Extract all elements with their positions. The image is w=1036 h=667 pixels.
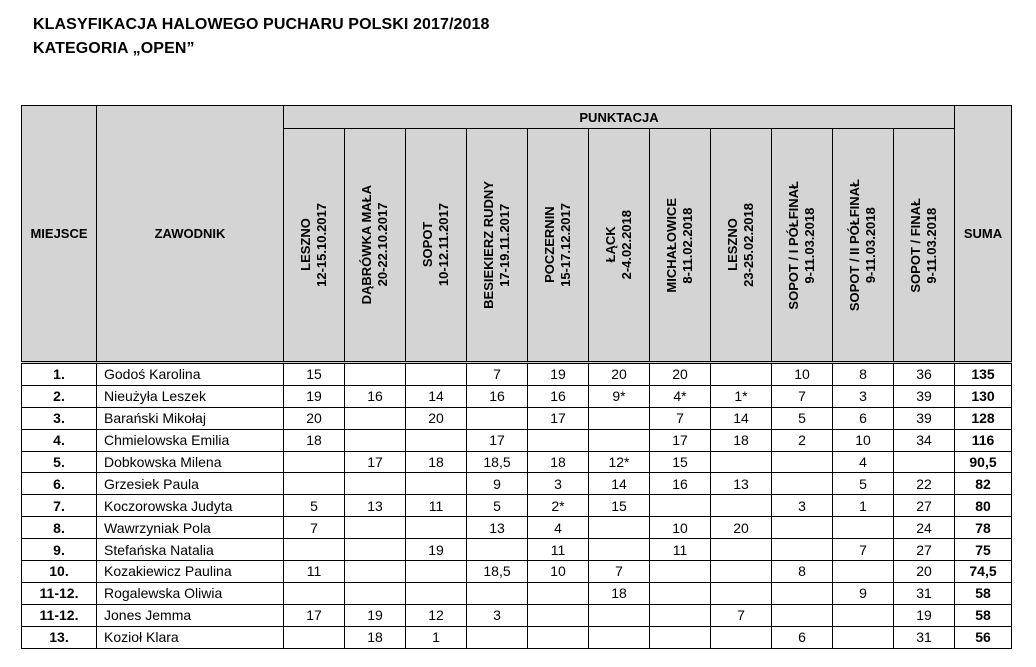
score-cell: 5 bbox=[772, 407, 833, 429]
table-row bbox=[22, 429, 1012, 451]
score-cell bbox=[528, 429, 589, 451]
score-cell bbox=[711, 582, 772, 604]
score-cell: 19 bbox=[528, 363, 589, 386]
table-row bbox=[22, 385, 1012, 407]
score-cell bbox=[833, 561, 894, 583]
score-cell bbox=[772, 539, 833, 561]
score-cell: 1 bbox=[406, 626, 467, 648]
score-cell: 31 bbox=[894, 582, 955, 604]
score-cell: 17 bbox=[528, 407, 589, 429]
event-date: 2-4.02.2018 bbox=[619, 210, 634, 280]
score-cell: 3 bbox=[833, 385, 894, 407]
score-cell bbox=[467, 407, 528, 429]
score-cell: 11 bbox=[284, 561, 345, 583]
score-cell: 24 bbox=[894, 517, 955, 539]
place-cell: 8. bbox=[22, 517, 97, 539]
score-cell: 14 bbox=[711, 407, 772, 429]
score-cell: 16 bbox=[467, 385, 528, 407]
score-cell bbox=[589, 407, 650, 429]
score-cell: 18,5 bbox=[467, 561, 528, 583]
event-name: LESZNO bbox=[725, 218, 740, 272]
score-cell: 17 bbox=[467, 429, 528, 451]
score-cell bbox=[406, 363, 467, 386]
place-cell: 5. bbox=[22, 451, 97, 473]
event-name: LESZNO bbox=[298, 218, 313, 272]
score-cell bbox=[589, 517, 650, 539]
event-header bbox=[772, 129, 833, 363]
score-cell: 15 bbox=[650, 451, 711, 473]
score-cell: 7 bbox=[284, 517, 345, 539]
score-cell: 2* bbox=[528, 495, 589, 517]
competitor-name: Grzesiek Paula bbox=[97, 473, 284, 495]
event-date: 9-11.03.2018 bbox=[924, 207, 939, 283]
score-cell: 11 bbox=[650, 539, 711, 561]
event-name: MICHAŁOWICE bbox=[664, 197, 679, 293]
score-cell bbox=[406, 582, 467, 604]
event-date: 20-22.10.2017 bbox=[375, 203, 390, 287]
score-cell bbox=[711, 451, 772, 473]
event-name: SOPOT / II PÓŁFINAŁ bbox=[847, 178, 862, 312]
total-cell: 80 bbox=[955, 495, 1012, 517]
score-cell: 12 bbox=[406, 604, 467, 626]
score-cell bbox=[772, 451, 833, 473]
header-scoring: PUNKTACJA bbox=[284, 106, 955, 129]
score-cell bbox=[833, 517, 894, 539]
score-cell bbox=[467, 626, 528, 648]
score-cell bbox=[345, 539, 406, 561]
score-cell: 18 bbox=[284, 429, 345, 451]
score-cell: 17 bbox=[284, 604, 345, 626]
competitor-name: Dobkowska Milena bbox=[97, 451, 284, 473]
event-date: 12-15.10.2017 bbox=[314, 203, 329, 287]
total-cell: 75 bbox=[955, 539, 1012, 561]
score-cell bbox=[467, 582, 528, 604]
event-label bbox=[664, 198, 696, 293]
score-cell: 3 bbox=[772, 495, 833, 517]
score-cell bbox=[772, 517, 833, 539]
event-name: SOPOT / FINAŁ bbox=[908, 197, 923, 293]
score-cell: 9* bbox=[589, 385, 650, 407]
score-cell: 34 bbox=[894, 429, 955, 451]
score-cell bbox=[589, 539, 650, 561]
score-cell bbox=[528, 582, 589, 604]
score-cell: 7 bbox=[772, 385, 833, 407]
score-cell: 5 bbox=[833, 473, 894, 495]
score-cell: 10 bbox=[650, 517, 711, 539]
score-cell: 17 bbox=[650, 429, 711, 451]
score-cell: 20 bbox=[589, 363, 650, 386]
event-header bbox=[894, 129, 955, 363]
score-cell bbox=[406, 561, 467, 583]
table-row bbox=[22, 582, 1012, 604]
score-cell: 7 bbox=[650, 407, 711, 429]
score-cell: 16 bbox=[650, 473, 711, 495]
event-name: POCZERNIN bbox=[542, 206, 557, 284]
score-cell: 15 bbox=[284, 363, 345, 386]
event-date: 15-17.12.2017 bbox=[558, 203, 573, 287]
competitor-name: Wawrzyniak Pola bbox=[97, 517, 284, 539]
score-cell: 16 bbox=[528, 385, 589, 407]
score-cell bbox=[772, 473, 833, 495]
total-cell: 58 bbox=[955, 604, 1012, 626]
event-label bbox=[542, 203, 574, 287]
score-cell: 27 bbox=[894, 495, 955, 517]
score-cell bbox=[650, 561, 711, 583]
header-place: MIEJSCE bbox=[22, 106, 97, 363]
score-cell bbox=[650, 626, 711, 648]
score-cell bbox=[345, 407, 406, 429]
total-cell: 74,5 bbox=[955, 561, 1012, 583]
score-cell: 2 bbox=[772, 429, 833, 451]
event-date: 9-11.03.2018 bbox=[863, 207, 878, 283]
score-cell: 14 bbox=[589, 473, 650, 495]
score-cell: 7 bbox=[833, 539, 894, 561]
score-cell: 22 bbox=[894, 473, 955, 495]
event-date: 9-11.03.2018 bbox=[802, 207, 817, 283]
score-cell: 11 bbox=[528, 539, 589, 561]
score-cell: 6 bbox=[833, 407, 894, 429]
score-cell: 20 bbox=[406, 407, 467, 429]
score-cell: 17 bbox=[345, 451, 406, 473]
score-cell: 20 bbox=[894, 561, 955, 583]
score-cell: 27 bbox=[894, 539, 955, 561]
place-cell: 6. bbox=[22, 473, 97, 495]
table-row bbox=[22, 473, 1012, 495]
table-row bbox=[22, 604, 1012, 626]
score-cell bbox=[589, 626, 650, 648]
competitor-name: Jones Jemma bbox=[97, 604, 284, 626]
event-header bbox=[528, 129, 589, 363]
table-row bbox=[22, 407, 1012, 429]
score-cell: 14 bbox=[406, 385, 467, 407]
score-cell bbox=[711, 495, 772, 517]
total-cell: 116 bbox=[955, 429, 1012, 451]
score-cell: 13 bbox=[711, 473, 772, 495]
event-label bbox=[847, 179, 879, 311]
score-cell: 18 bbox=[711, 429, 772, 451]
total-cell: 128 bbox=[955, 407, 1012, 429]
score-cell: 4 bbox=[528, 517, 589, 539]
score-cell: 6 bbox=[772, 626, 833, 648]
total-cell: 90,5 bbox=[955, 451, 1012, 473]
header-total: SUMA bbox=[955, 106, 1012, 363]
score-cell bbox=[772, 604, 833, 626]
score-cell: 18 bbox=[406, 451, 467, 473]
score-cell: 4 bbox=[833, 451, 894, 473]
score-cell bbox=[284, 451, 345, 473]
page-title: KLASYFIKACJA HALOWEGO PUCHARU POLSKI 2017/2018 bbox=[33, 16, 490, 33]
score-cell: 16 bbox=[345, 385, 406, 407]
event-header bbox=[711, 129, 772, 363]
score-cell: 1* bbox=[711, 385, 772, 407]
score-cell: 19 bbox=[894, 604, 955, 626]
place-cell: 7. bbox=[22, 495, 97, 517]
place-cell: 13. bbox=[22, 626, 97, 648]
header-name: ZAWODNIK bbox=[97, 106, 284, 363]
score-cell: 8 bbox=[833, 363, 894, 386]
score-cell bbox=[589, 604, 650, 626]
score-cell: 15 bbox=[589, 495, 650, 517]
score-cell: 7 bbox=[711, 604, 772, 626]
place-cell: 2. bbox=[22, 385, 97, 407]
score-cell bbox=[528, 626, 589, 648]
score-cell: 1 bbox=[833, 495, 894, 517]
score-cell bbox=[650, 604, 711, 626]
event-name: BESIEKIERZ RUDNY bbox=[481, 181, 496, 309]
score-cell bbox=[711, 626, 772, 648]
place-cell: 11-12. bbox=[22, 582, 97, 604]
score-cell: 39 bbox=[894, 407, 955, 429]
score-cell: 31 bbox=[894, 626, 955, 648]
score-cell: 12* bbox=[589, 451, 650, 473]
event-name: DĄBRÓWKA MAŁA bbox=[359, 185, 374, 305]
place-cell: 10. bbox=[22, 561, 97, 583]
score-cell: 36 bbox=[894, 363, 955, 386]
score-cell: 5 bbox=[284, 495, 345, 517]
event-label bbox=[786, 181, 818, 310]
score-cell: 18 bbox=[589, 582, 650, 604]
score-cell bbox=[284, 539, 345, 561]
score-cell bbox=[833, 604, 894, 626]
event-date: 23-25.02.2018 bbox=[741, 203, 756, 287]
event-name: SOPOT / I PÓŁFINAŁ bbox=[786, 180, 801, 310]
classification-table bbox=[21, 105, 1012, 649]
table-row bbox=[22, 517, 1012, 539]
score-cell: 18 bbox=[345, 626, 406, 648]
total-cell: 78 bbox=[955, 517, 1012, 539]
score-cell: 7 bbox=[467, 363, 528, 386]
score-cell: 13 bbox=[467, 517, 528, 539]
score-cell bbox=[711, 539, 772, 561]
competitor-name: Chmielowska Emilia bbox=[97, 429, 284, 451]
place-cell: 9. bbox=[22, 539, 97, 561]
event-label bbox=[420, 203, 452, 286]
score-cell bbox=[650, 495, 711, 517]
competitor-name: Kozakiewicz Paulina bbox=[97, 561, 284, 583]
score-cell bbox=[833, 626, 894, 648]
score-cell: 19 bbox=[345, 604, 406, 626]
table-row bbox=[22, 626, 1012, 648]
place-cell: 1. bbox=[22, 363, 97, 386]
place-cell: 3. bbox=[22, 407, 97, 429]
event-header bbox=[284, 129, 345, 363]
score-cell bbox=[406, 473, 467, 495]
score-cell: 39 bbox=[894, 385, 955, 407]
total-cell: 58 bbox=[955, 582, 1012, 604]
total-cell: 135 bbox=[955, 363, 1012, 386]
score-cell: 5 bbox=[467, 495, 528, 517]
score-cell: 20 bbox=[650, 363, 711, 386]
score-cell bbox=[345, 473, 406, 495]
score-cell bbox=[772, 582, 833, 604]
event-name: SOPOT bbox=[420, 222, 435, 268]
place-cell: 11-12. bbox=[22, 604, 97, 626]
total-cell: 130 bbox=[955, 385, 1012, 407]
score-cell bbox=[345, 561, 406, 583]
competitor-name: Nieużyła Leszek bbox=[97, 385, 284, 407]
score-cell bbox=[284, 582, 345, 604]
score-cell bbox=[406, 517, 467, 539]
event-label bbox=[359, 185, 391, 304]
score-cell: 9 bbox=[833, 582, 894, 604]
total-cell: 82 bbox=[955, 473, 1012, 495]
place-cell: 4. bbox=[22, 429, 97, 451]
score-cell bbox=[284, 473, 345, 495]
score-cell: 10 bbox=[772, 363, 833, 386]
event-header bbox=[833, 129, 894, 363]
score-cell bbox=[894, 451, 955, 473]
score-cell: 9 bbox=[467, 473, 528, 495]
score-cell: 11 bbox=[406, 495, 467, 517]
table-row bbox=[22, 495, 1012, 517]
score-cell: 20 bbox=[711, 517, 772, 539]
competitor-name: Barański Mikołaj bbox=[97, 407, 284, 429]
event-header bbox=[406, 129, 467, 363]
event-date: 10-12.11.2017 bbox=[436, 203, 451, 287]
score-cell bbox=[406, 429, 467, 451]
competitor-name: Godoś Karolina bbox=[97, 363, 284, 386]
event-header bbox=[589, 129, 650, 363]
table-row bbox=[22, 539, 1012, 561]
event-header bbox=[345, 129, 406, 363]
score-cell bbox=[711, 561, 772, 583]
score-cell: 7 bbox=[589, 561, 650, 583]
score-cell: 10 bbox=[833, 429, 894, 451]
table-row bbox=[22, 451, 1012, 473]
table-row bbox=[22, 561, 1012, 583]
score-cell bbox=[528, 604, 589, 626]
score-cell: 19 bbox=[284, 385, 345, 407]
competitor-name: Koczorowska Judyta bbox=[97, 495, 284, 517]
event-label bbox=[298, 203, 330, 287]
event-header bbox=[650, 129, 711, 363]
competitor-name: Stefańska Natalia bbox=[97, 539, 284, 561]
event-label bbox=[725, 203, 757, 287]
page-subtitle: KATEGORIA „OPEN” bbox=[33, 40, 195, 57]
score-cell: 18,5 bbox=[467, 451, 528, 473]
competitor-name: Kozioł Klara bbox=[97, 626, 284, 648]
event-label bbox=[908, 198, 940, 293]
score-cell: 18 bbox=[528, 451, 589, 473]
score-cell: 3 bbox=[467, 604, 528, 626]
score-cell bbox=[345, 517, 406, 539]
score-cell: 8 bbox=[772, 561, 833, 583]
score-cell: 19 bbox=[406, 539, 467, 561]
total-cell: 56 bbox=[955, 626, 1012, 648]
score-cell bbox=[650, 582, 711, 604]
table-row bbox=[22, 363, 1012, 386]
score-cell bbox=[589, 429, 650, 451]
score-cell: 4* bbox=[650, 385, 711, 407]
score-cell bbox=[711, 363, 772, 386]
event-header bbox=[467, 129, 528, 363]
score-cell: 3 bbox=[528, 473, 589, 495]
score-cell bbox=[345, 429, 406, 451]
event-date: 17-19.11.2017 bbox=[497, 203, 512, 287]
event-label bbox=[603, 210, 635, 279]
score-cell: 20 bbox=[284, 407, 345, 429]
score-cell: 10 bbox=[528, 561, 589, 583]
competitor-name: Rogalewska Oliwia bbox=[97, 582, 284, 604]
event-date: 8-11.02.2018 bbox=[680, 207, 695, 283]
score-cell bbox=[345, 582, 406, 604]
event-name: ŁĄCK bbox=[603, 226, 618, 264]
score-cell bbox=[284, 626, 345, 648]
score-cell: 13 bbox=[345, 495, 406, 517]
score-cell bbox=[467, 539, 528, 561]
event-label bbox=[481, 181, 513, 309]
score-cell bbox=[345, 363, 406, 386]
